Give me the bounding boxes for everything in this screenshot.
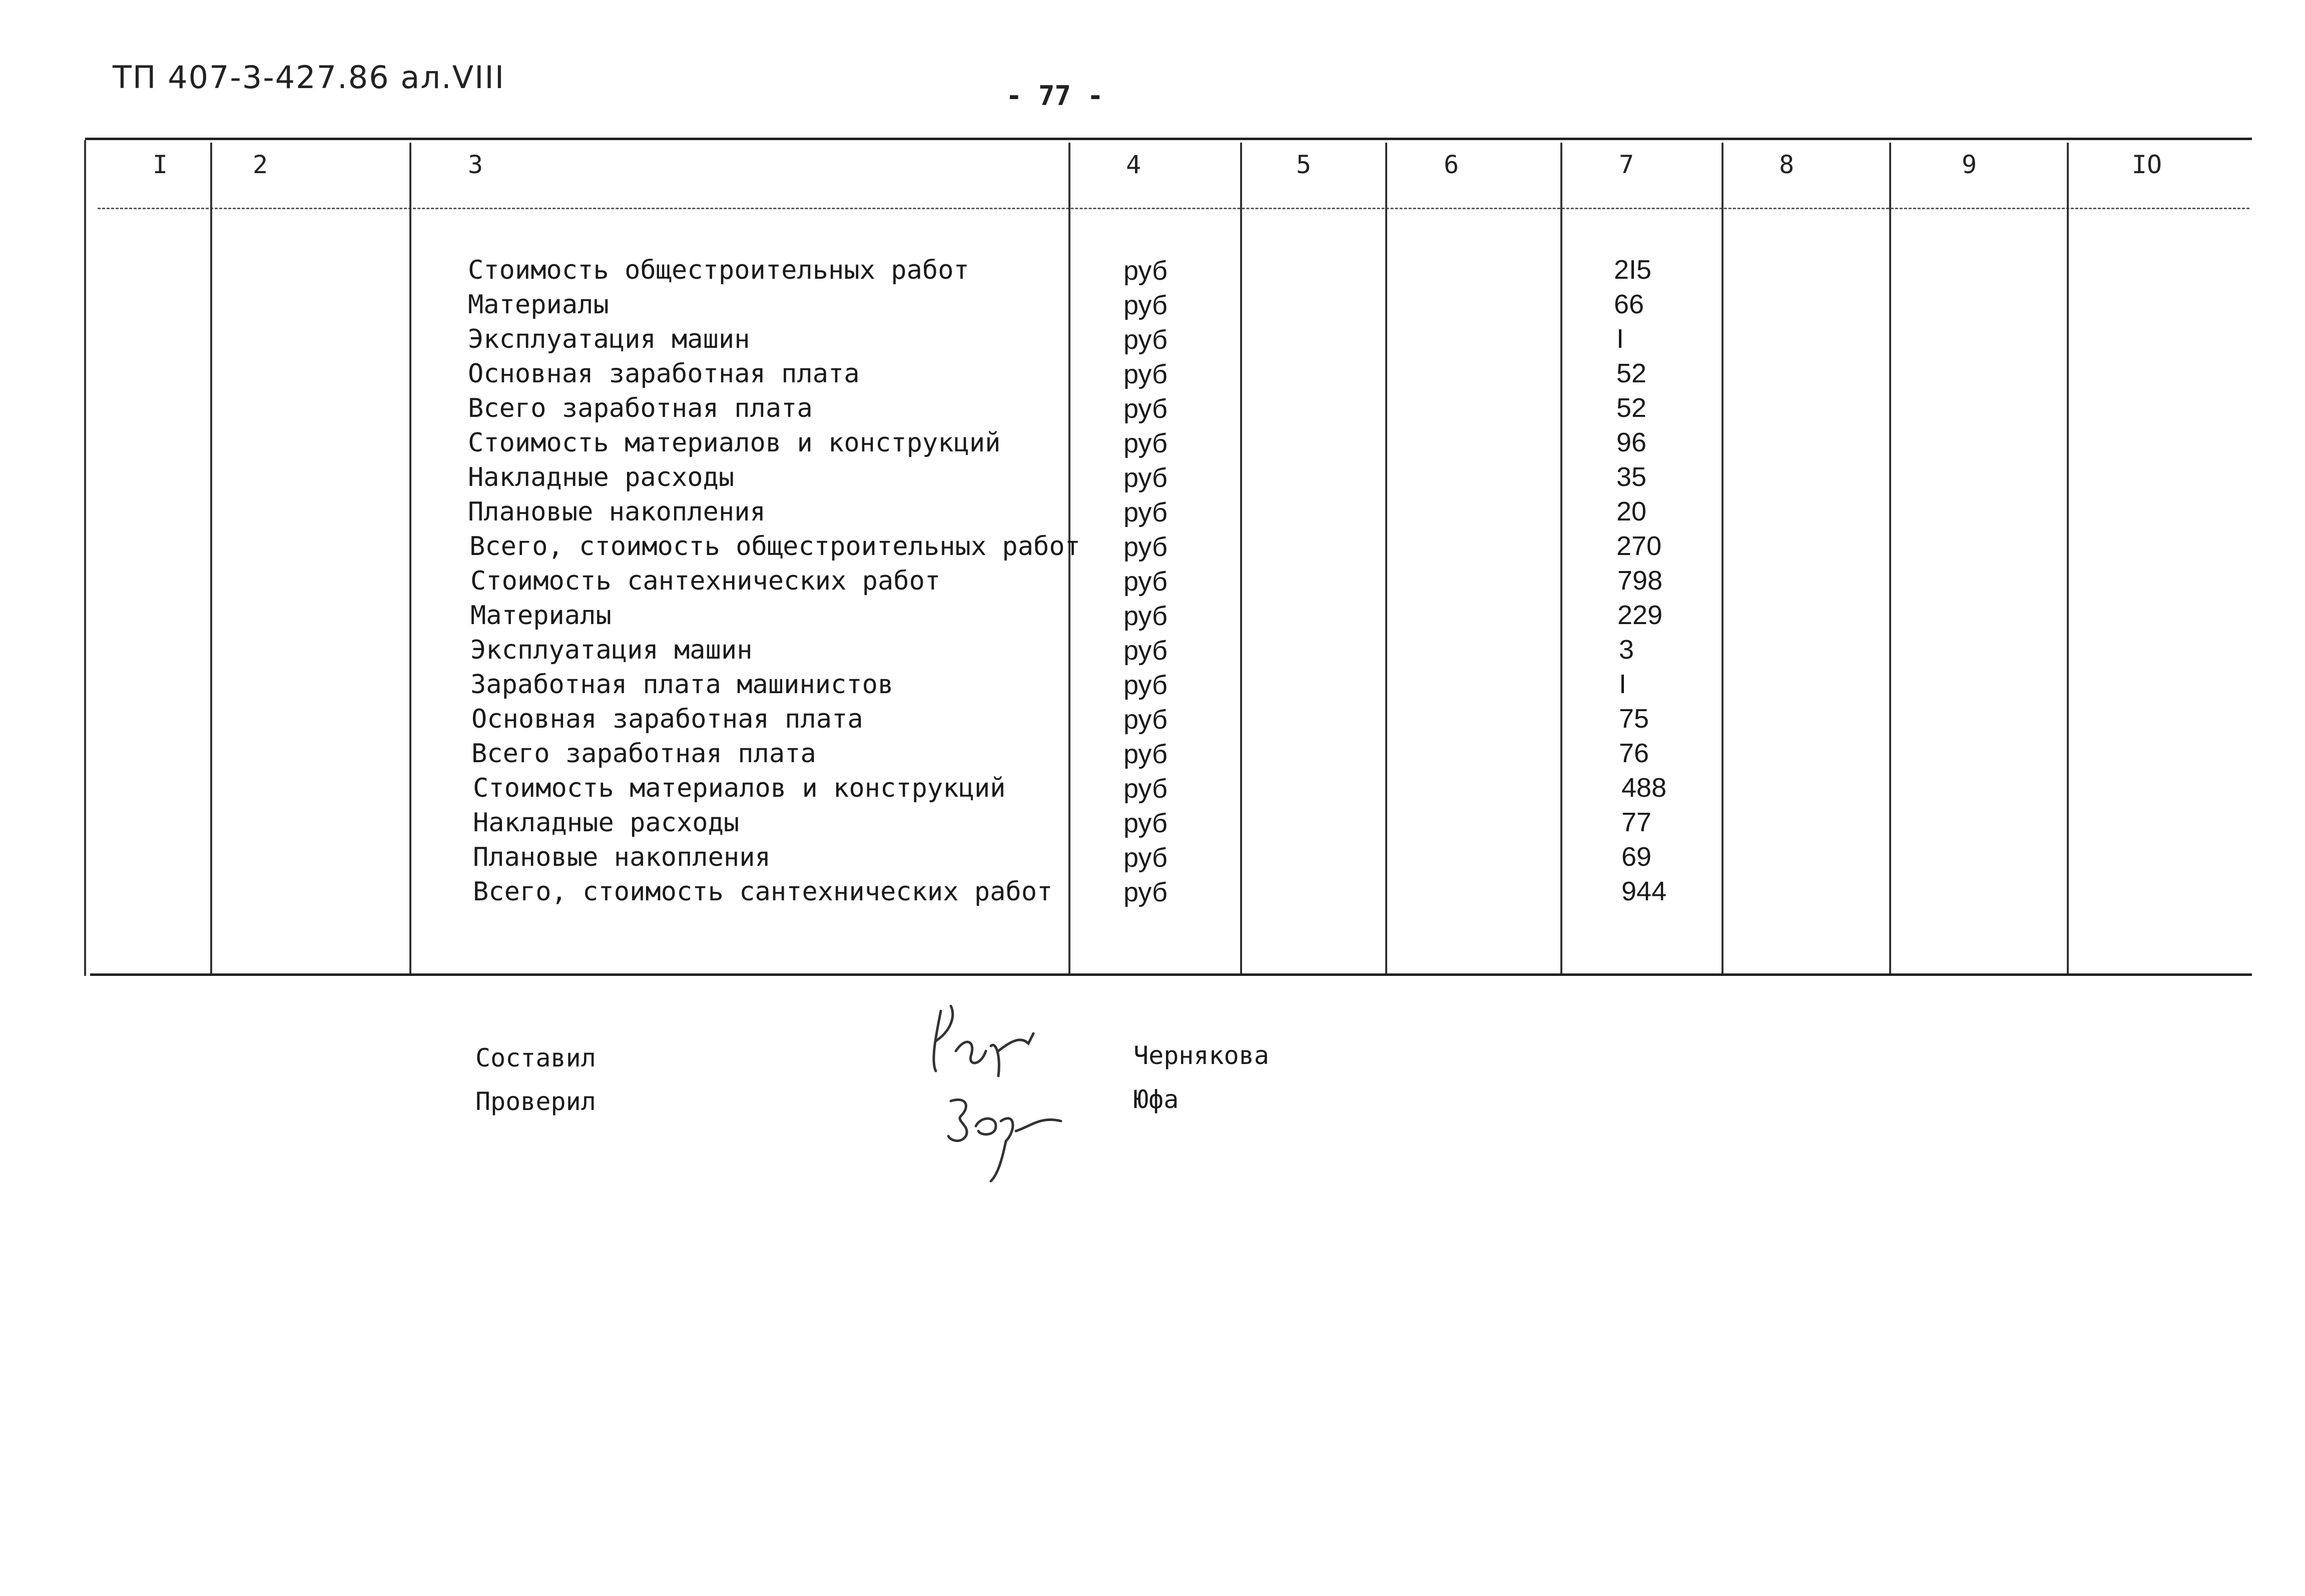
row-unit: руб: [1123, 290, 1168, 320]
row-value: I: [1619, 669, 1627, 699]
row-unit: руб: [1123, 843, 1168, 873]
table-vertical-line: [84, 140, 86, 976]
compiled-by-name: Чернякова: [1133, 1041, 1269, 1070]
row-description: Плановые накопления: [468, 497, 766, 527]
column-header: 2: [252, 150, 268, 179]
row-unit: руб: [1123, 359, 1168, 389]
page-number: - 77 -: [1006, 80, 1104, 112]
row-description: Стоимость материалов и конструкций: [468, 428, 1001, 458]
checked-by-name: Юфа: [1133, 1085, 1179, 1114]
row-unit: руб: [1123, 601, 1168, 631]
table-vertical-line: [1560, 143, 1562, 973]
row-unit: руб: [1123, 497, 1168, 527]
row-unit: руб: [1123, 877, 1168, 907]
column-header: I: [152, 150, 168, 179]
column-header: 9: [1961, 150, 1977, 179]
row-unit: руб: [1123, 256, 1168, 286]
column-header: 8: [1779, 150, 1795, 179]
row-value: 944: [1621, 876, 1667, 906]
row-value: 488: [1621, 773, 1667, 803]
row-unit: руб: [1123, 739, 1168, 769]
row-description: Накладные расходы: [468, 462, 735, 492]
row-value: 35: [1616, 462, 1647, 492]
row-unit: руб: [1123, 636, 1168, 666]
row-value: 20: [1616, 496, 1647, 526]
table-vertical-line: [1385, 143, 1387, 973]
row-unit: руб: [1123, 463, 1168, 493]
row-description: Стоимость общестроительных работ: [468, 255, 969, 285]
row-unit: руб: [1123, 808, 1168, 838]
row-description: Эксплуатация машин: [468, 324, 750, 354]
column-header: 5: [1296, 150, 1312, 179]
checked-by-label: Проверил: [475, 1087, 596, 1116]
table-vertical-line: [1240, 143, 1242, 973]
table-top-border: [85, 138, 2252, 140]
row-description: Всего заработная плата: [468, 393, 813, 423]
row-value: I: [1616, 324, 1624, 354]
column-header: 7: [1618, 150, 1634, 179]
table-vertical-line: [1721, 143, 1723, 973]
table-bottom-border: [90, 973, 2252, 976]
row-value: 270: [1616, 531, 1662, 561]
row-description: Материалы: [470, 601, 612, 631]
row-value: 2I5: [1614, 255, 1652, 285]
row-value: 229: [1617, 600, 1663, 630]
row-value: 69: [1621, 842, 1652, 872]
row-unit: руб: [1123, 774, 1168, 804]
column-header: 4: [1125, 150, 1141, 179]
row-value: 52: [1616, 393, 1647, 423]
row-description: Основная заработная плата: [468, 359, 860, 389]
row-value: 96: [1616, 427, 1647, 457]
row-value: 75: [1619, 704, 1649, 734]
row-description: Стоимость материалов и конструкций: [473, 773, 1006, 803]
row-description: Стоимость сантехнических работ: [470, 566, 941, 596]
row-description: Всего, стоимость общестроительных работ: [469, 531, 1080, 562]
handwritten-signature-compiled: [921, 996, 1051, 1096]
row-unit: руб: [1123, 325, 1168, 355]
table-vertical-line: [409, 143, 411, 973]
row-description: Эксплуатация машин: [470, 635, 753, 665]
row-value: 52: [1616, 358, 1647, 388]
row-description: Всего, стоимость сантехнических работ: [473, 877, 1053, 907]
row-value: 66: [1614, 289, 1644, 319]
row-description: Накладные расходы: [473, 808, 740, 838]
row-value: 798: [1617, 566, 1663, 596]
row-unit: руб: [1123, 670, 1168, 700]
table-vertical-line: [210, 143, 212, 973]
row-description: Материалы: [468, 290, 609, 320]
table-vertical-line: [2067, 143, 2069, 973]
table-vertical-line: [1889, 143, 1891, 973]
row-unit: руб: [1123, 705, 1168, 735]
row-unit: руб: [1123, 428, 1168, 458]
row-unit: руб: [1123, 532, 1168, 562]
row-value: 3: [1619, 635, 1634, 665]
row-description: Основная заработная плата: [471, 704, 863, 734]
row-value: 77: [1621, 807, 1652, 837]
row-description: Плановые накопления: [473, 842, 771, 872]
column-header: 6: [1443, 150, 1459, 179]
row-unit: руб: [1123, 567, 1168, 597]
column-header: 3: [467, 150, 483, 179]
table-header-divider: [98, 208, 2249, 209]
row-unit: руб: [1123, 394, 1168, 424]
document-code: ТП 407-3-427.86 ал.VIII: [113, 59, 505, 96]
handwritten-signature-checked: [941, 1086, 1071, 1186]
column-header: IO: [2131, 150, 2162, 179]
row-description: Заработная плата машинистов: [470, 670, 894, 700]
row-value: 76: [1619, 738, 1649, 768]
row-description: Всего заработная плата: [471, 739, 816, 769]
compiled-by-label: Составил: [475, 1043, 596, 1073]
